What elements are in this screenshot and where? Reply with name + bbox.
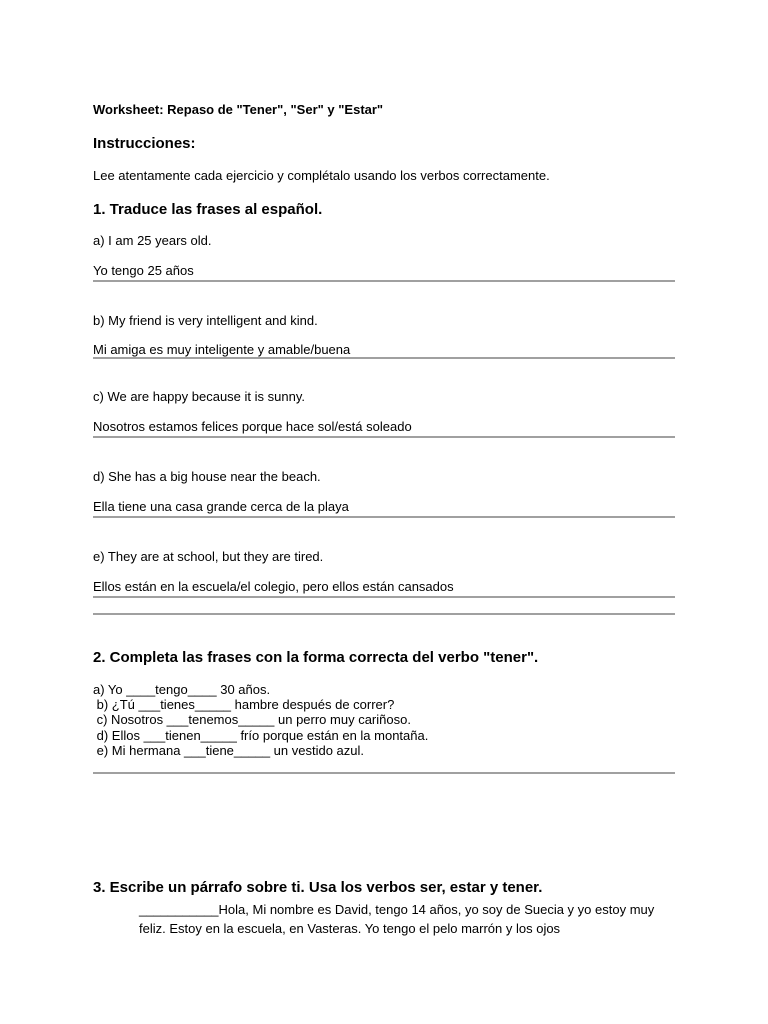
section-2-divider: [93, 772, 675, 774]
paragraph-answer: ___________Hola, Mi nombre es David, tengo 14 años, yo soy de Suecia y yo estoy muy feliz. Estoy en la escuela, en Vasteras. Yo tengo el pelo marrón y los ojos: [139, 902, 655, 936]
section-1-divider: [93, 613, 675, 615]
section-2-heading: 2. Completa las frases con la forma correcta del verbo "tener".: [93, 649, 539, 666]
fill-blank-b: b) ¿Tú ___tienes_____ hambre después de correr?: [93, 697, 395, 712]
question-a-answer: Yo tengo 25 años: [93, 263, 194, 278]
question-a-prompt: a) I am 25 years old.: [93, 233, 212, 248]
fill-blank-e: e) Mi hermana ___tiene_____ un vestido azul.: [93, 743, 365, 758]
section-3-heading: 3. Escribe un párrafo sobre ti. Usa los verbos ser, estar y tener.: [93, 879, 543, 896]
answer-line-c: [93, 436, 675, 438]
question-d-prompt: d) She has a big house near the beach.: [93, 469, 321, 484]
document-title: Worksheet: Repaso de "Tener", "Ser" y "Estar": [93, 102, 384, 117]
question-d-answer: Ella tiene una casa grande cerca de la playa: [93, 499, 349, 514]
answer-line-d: [93, 516, 675, 518]
question-c-prompt: c) We are happy because it is sunny.: [93, 389, 305, 404]
fill-blank-d: d) Ellos ___tienen_____ frío porque están en la montaña.: [93, 728, 429, 743]
answer-line-a: [93, 280, 675, 282]
question-e-answer: Ellos están en la escuela/el colegio, pero ellos están cansados: [93, 579, 454, 594]
question-b-answer: Mi amiga es muy inteligente y amable/buena: [93, 342, 351, 357]
instructions-text: Lee atentamente cada ejercicio y complétalo usando los verbos correctamente.: [93, 168, 550, 183]
question-e-prompt: e) They are at school, but they are tired.: [93, 549, 324, 564]
question-b-prompt: b) My friend is very intelligent and kind.: [93, 313, 318, 328]
section-1-heading: 1. Traduce las frases al español.: [93, 201, 323, 218]
answer-line-e: [93, 596, 675, 598]
instructions-heading: Instrucciones:: [93, 135, 196, 152]
question-c-answer: Nosotros estamos felices porque hace sol/está soleado: [93, 419, 412, 434]
answer-line-b: [93, 357, 675, 359]
fill-blank-a: a) Yo ____tengo____ 30 años.: [93, 682, 271, 697]
fill-blank-c: c) Nosotros ___tenemos_____ un perro muy cariñoso.: [93, 712, 411, 727]
